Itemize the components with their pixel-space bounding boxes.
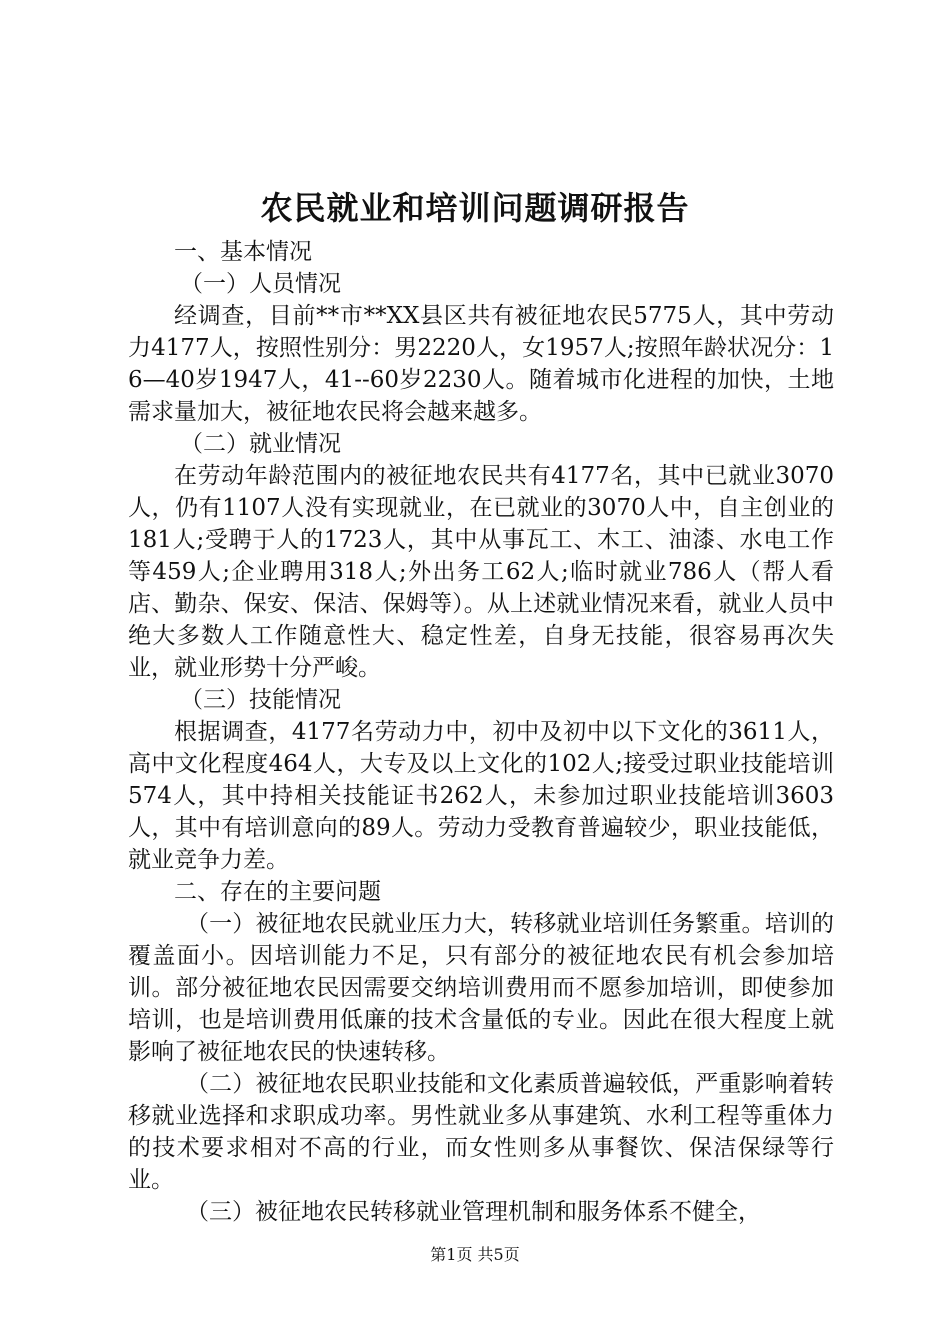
paragraph: （三）被征地农民转移就业管理机制和服务体系不健全， [186, 1199, 761, 1225]
paragraph: （二）被征地农民职业技能和文化素质普遍较低，严重影响着转移就业选择和求职成功率。男性就业多从事建筑、水利工程等重体力的技术要求相对不高的行业，而女性则多从事餐饮、保洁保绿等行业。 [128, 1071, 834, 1193]
subsection-heading: （三）技能情况 [180, 687, 341, 713]
paragraph: 根据调查，4177名劳动力中，初中及初中以下文化的3611人，高中文化程度464人，大专及以上文化的102人;接受过职业技能培训574人，其中持相关技能证书262人，未参加过职业技能培训3603人，其中有培训意向的89人。劳动力受教育普遍较少，职业技能低，就业竞争力差。 [128, 719, 834, 873]
paragraph: （一）被征地农民就业压力大，转移就业培训任务繁重。培训的覆盖面小。因培训能力不足，只有部分的被征地农民有机会参加培训。部分被征地农民因需要交纳培训费用而不愿参加培训，即使参加培训，也是培训费用低廉的技术含量低的专业。因此在很大程度上就影响了被征地农民的快速转移。 [128, 911, 834, 1065]
subsection-heading: （二）就业情况 [180, 431, 341, 457]
section-heading: 二、存在的主要问题 [174, 879, 381, 905]
page-number-footer: 第1页 共5页 [430, 1245, 520, 1264]
paragraph: 经调查，目前**市**XX县区共有被征地农民5775人，其中劳动力4177人，按照性别分：男2220人，女1957人;按照年龄状况分：16—40岁1947人，41--60岁2230人。随着城市化进程的加快，土地需求量加大，被征地农民将会越来越多。 [128, 303, 834, 425]
section-heading: 一、基本情况 [174, 239, 312, 265]
document-title: 农民就业和培训问题调研报告 [260, 189, 690, 227]
subsection-heading: （一）人员情况 [180, 271, 341, 297]
paragraph: 在劳动年龄范围内的被征地农民共有4177名，其中已就业3070人，仍有1107人没有实现就业，在已就业的3070人中，自主创业的181人;受聘于人的1723人，其中从事瓦工、木工、油漆、水电工作等459人;企业聘用318人;外出务工62人;临时就业786人（帮人看店、勤杂、保安、保洁、保姆等）。从上述就业情况来看，就业人员中绝大多数人工作随意性大、稳定性差，自身无技能，很容易再次失业，就业形势十分严峻。 [128, 463, 834, 681]
document-body [128, 236, 834, 1228]
